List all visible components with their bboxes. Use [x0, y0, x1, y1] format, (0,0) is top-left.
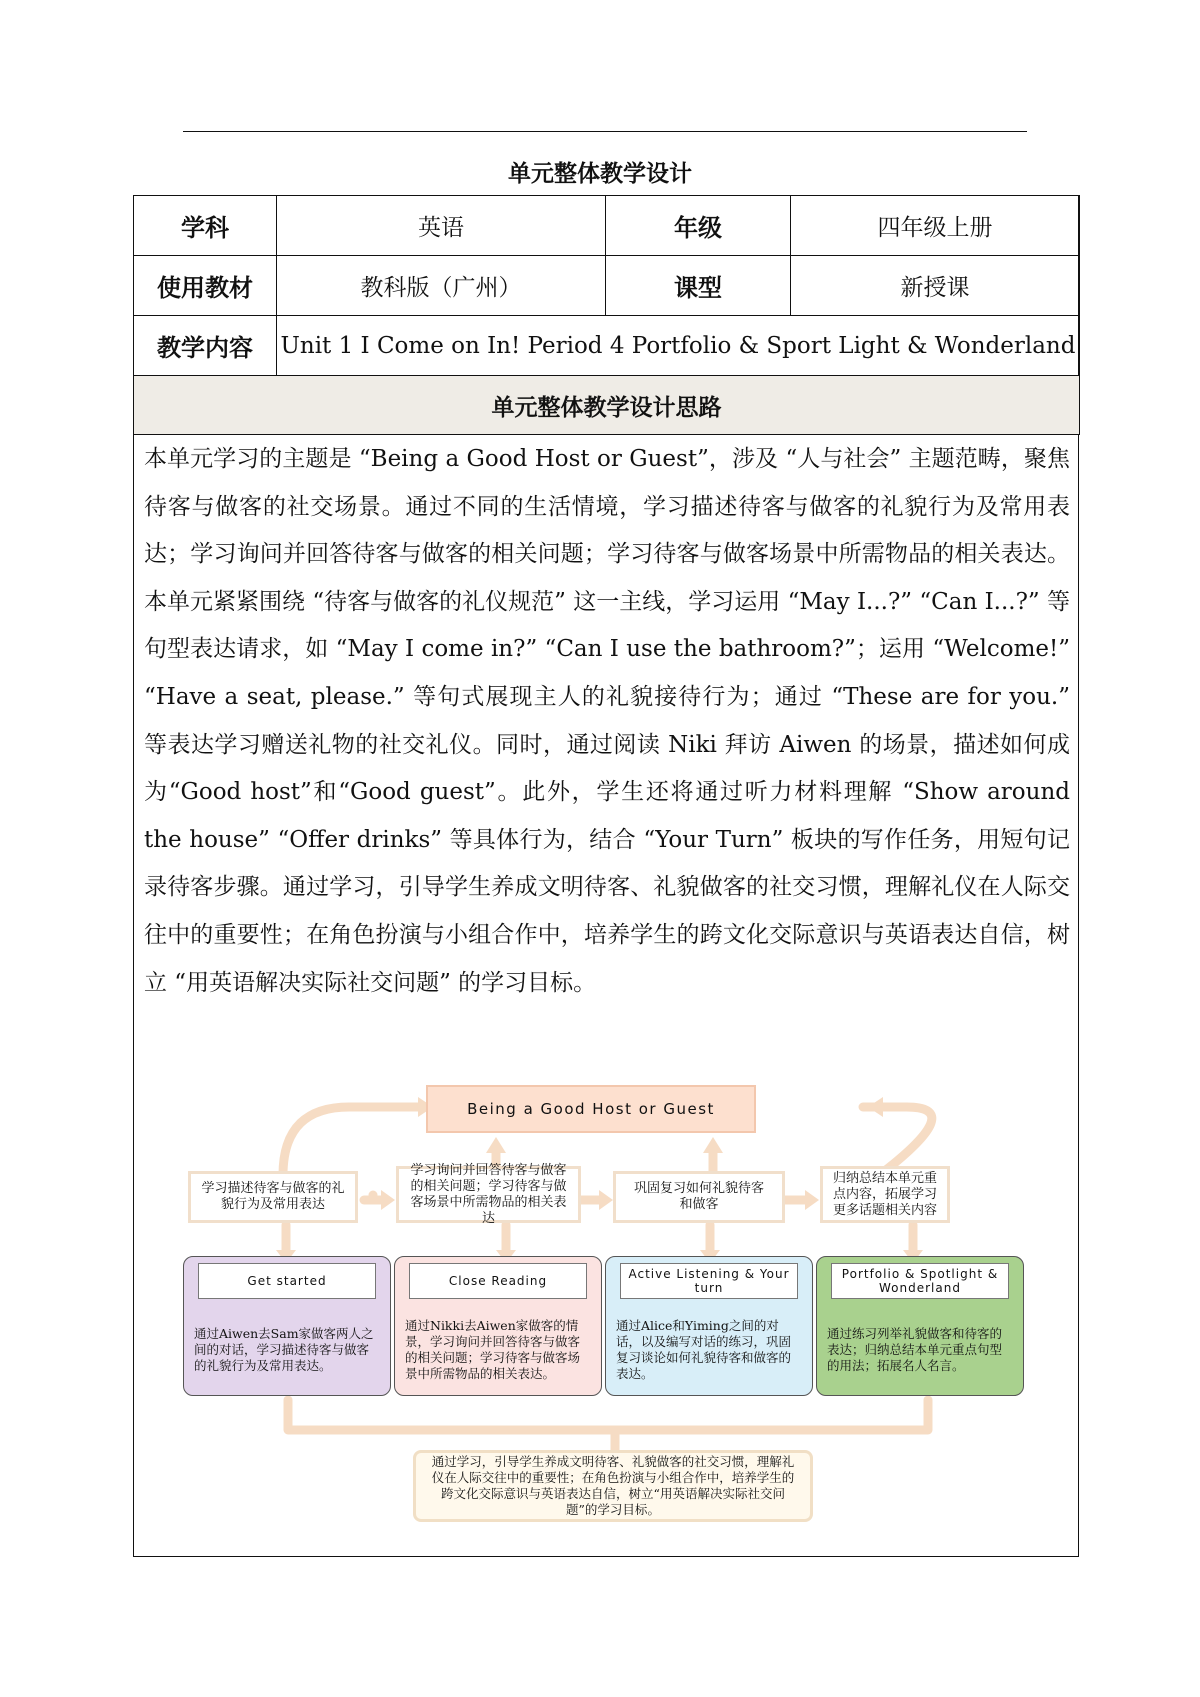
bracket-cards-summary: [288, 1400, 928, 1430]
grade-label: 年级: [606, 196, 791, 256]
arrowhead-7: [805, 1190, 819, 1210]
arrowhead-3: [486, 1137, 506, 1153]
content-value: Unit 1 I Come on In! Period 4 Portfolio & Sport Light & Wonderland: [277, 316, 1080, 376]
goal-box-1: 学习描述待客与做客的礼貌行为及常用表达: [188, 1171, 358, 1223]
card-title-active-listening: Active Listening & Your turn: [620, 1263, 798, 1299]
section-title: 单元整体教学设计思路: [134, 376, 1080, 435]
info-table: [133, 195, 1080, 435]
goal-box-2: 学习询问并回答待客与做客的相关问题；学习待客与做客场景中所需物品的相关表达: [396, 1166, 581, 1223]
arrowhead-4: [703, 1137, 723, 1153]
info-row-subject: [134, 196, 1080, 256]
goal-box-3: 巩固复习如何礼貌待客和做客: [613, 1171, 785, 1223]
top-rule: [183, 131, 1027, 132]
content-label: 教学内容: [134, 316, 277, 376]
card-title-get-started: Get started: [198, 1263, 376, 1299]
arrowhead-2: [868, 1097, 883, 1117]
card-text-get-started: 通过Aiwen去Sam家做客两人之间的对话，学习描述待客与做客的礼貌行为及常用表达。: [194, 1326, 374, 1373]
card-text-portfolio: 通过练习列举礼貌做客和待客的表达；归纳总结本单元重点句型的用法；拓展名人名言。: [827, 1326, 1003, 1373]
document-title: 单元整体教学设计: [508, 160, 692, 187]
card-text-active-listening: 通过Alice和Yiming之间的对话，以及编写对话的练习，巩固复习谈论如何礼貌待客和做客的表达。: [616, 1318, 792, 1381]
lesson-type-value: 新授课: [791, 256, 1080, 316]
lesson-type-label: 课型: [606, 256, 791, 316]
diagram-header: Being a Good Host or Guest: [426, 1085, 756, 1133]
goal-box-4: 归纳总结本单元重点内容，拓展学习更多话题相关内容: [820, 1166, 950, 1223]
card-get-started: [183, 1256, 391, 1396]
unit-flow-diagram: [183, 1085, 1033, 1525]
arrowhead-5: [381, 1190, 395, 1210]
info-row-textbook: [134, 256, 1080, 316]
section-row: [134, 376, 1080, 435]
textbook-value: 教科版（广州）: [277, 256, 606, 316]
subject-label: 学科: [134, 196, 277, 256]
subject-value: 英语: [277, 196, 606, 256]
card-active-listening: [605, 1256, 813, 1396]
card-title-portfolio: Portfolio & Spotlight & Wonderland: [831, 1263, 1009, 1299]
card-close-reading: [394, 1256, 602, 1396]
arrow-header-left: [283, 1107, 418, 1175]
card-title-close-reading: Close Reading: [409, 1263, 587, 1299]
card-portfolio: [816, 1256, 1024, 1396]
grade-value: 四年级上册: [791, 196, 1080, 256]
info-row-content: [134, 316, 1080, 376]
arrowhead-6: [599, 1190, 613, 1210]
textbook-label: 使用教材: [134, 256, 277, 316]
summary-box: 通过学习，引导学生养成文明待客、礼貌做客的社交习惯，理解礼仪在人际交往中的重要性；在角色扮演与小组合作中，培养学生的跨文化交际意识与英语表达自信，树立“用英语解决实际社交问题”的学习目标。: [413, 1450, 813, 1522]
design-paragraph: 本单元学习的主题是 “Being a Good Host or Guest”，涉及 “人与社会” 主题范畴，聚焦待客与做客的社交场景。通过不同的生活情境，学习描述待客与做客的礼貌行为及常用表达；学习询问并回答待客与做客的相关问题；学习待客与做客场景中所需物品的相关表达。本单元紧紧围绕 “待客与做客的礼仪规范” 这一主线，学习运用 “May I...?” “Can I...?” 等句型表达请求，如 “May I come in?” “Can I use the bathroom?”；运用 “Welcome!” “Have a seat, please.” 等句式展现主人的礼貌接待行为；通过 “These are for you.” 等表达学习赠送礼物的社交礼仪。同时，通过阅读 Niki 拜访 Aiwen 的场景，描述如何成为“Good host”和“Good guest”。此外，学生还将通过听力材料理解 “Show around the house” “Offer drinks” 等具体行为，结合 “Your Turn” 板块的写作任务，用短句记录待客步骤。通过学习，引导学生养成文明待客、礼貌做客的社交习惯，理解礼仪在人际交往中的重要性；在角色扮演与小组合作中，培养学生的跨文化交际意识与英语表达自信，树立 “用英语解决实际社交问题” 的学习目标。: [144, 446, 1070, 996]
card-text-close-reading: 通过Nikki去Aiwen家做客的情景，学习询问并回答待客与做客的相关问题；学习待客与做客场景中所需物品的相关表达。: [405, 1318, 581, 1381]
